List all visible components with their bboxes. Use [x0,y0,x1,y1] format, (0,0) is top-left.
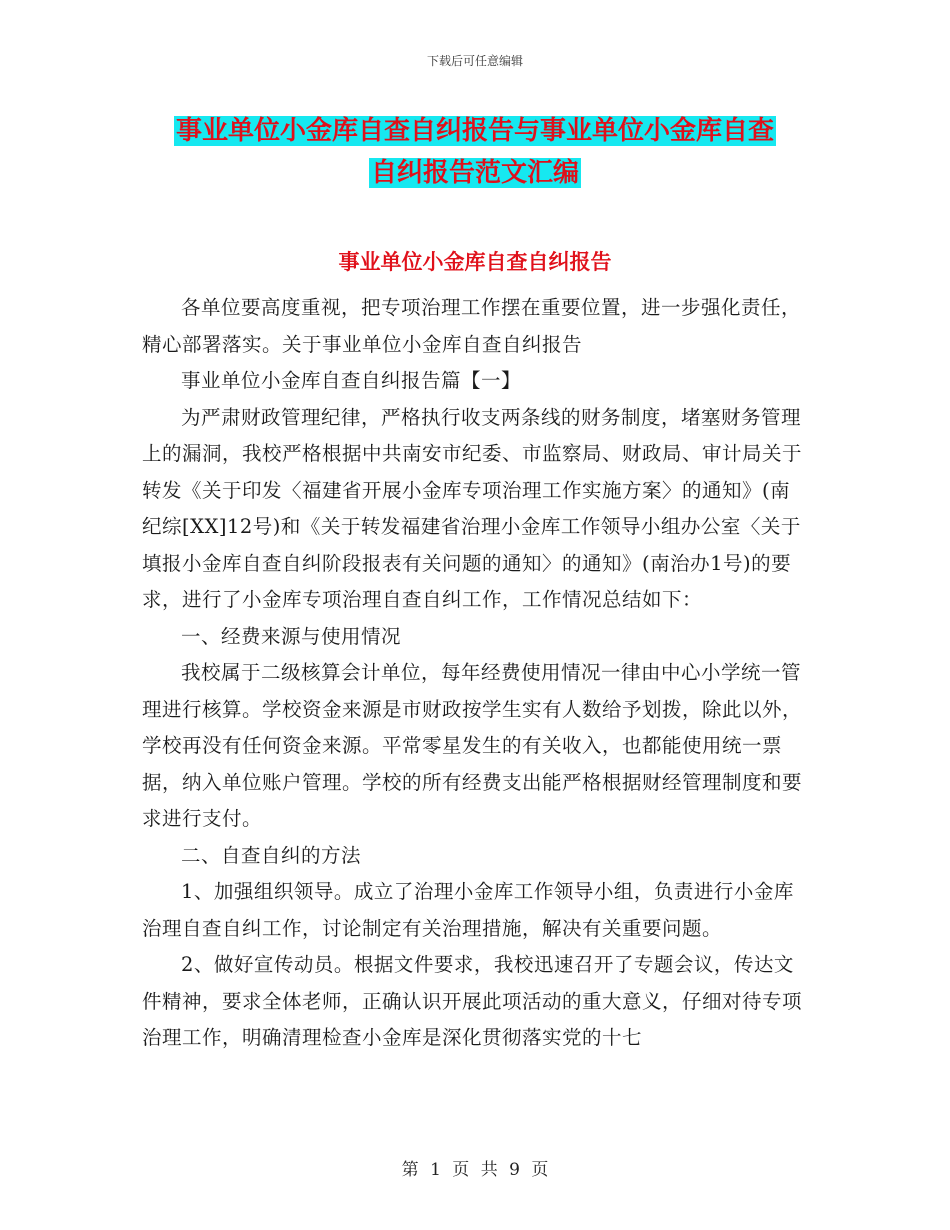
paragraph: 二、自查自纠的方法 [181,843,362,867]
main-title [140,110,810,194]
section-title: 事业单位小金库自查自纠报告 [338,250,612,274]
page-number-footer: 第 1 页 共 9 页 [401,1160,549,1180]
paragraph: 事业单位小金库自查自纠报告篇【一】 [181,369,522,392]
paragraph: 各单位要高度重视，把专项治理工作摆在重要位置，进一步强化责任，精心部署落实。关于事业单位小金库自查自纠报告 [142,296,802,356]
paragraph: 为严肃财政管理纪律，严格执行收支两条线的财务制度，堵塞财务管理上的漏洞，我校严格根据中共南安市纪委、市监察局、财政局、审计局关于转发《关于印发〈福建省开展小金库专项治理工作实施方案〉的通知》(南纪综[XX]12号)和《关于转发福建省治理小金库工作领导小组办公室〈关于填报小金库自查自纠阶段报表有关问题的通知〉的通知》(南治办1号)的要求，进行了小金库专项治理自查自纠工作，工作情况总结如下： [142,405,803,611]
paragraph: 我校属于二级核算会计单位，每年经费使用情况一律由中心小学统一管理进行核算。学校资金来源是市财政按学生实有人数给予划拨，除此以外，学校再没有任何资金来源。平常零星发生的有关收入，也都能使用统一票据，纳入单位账户管理。学校的所有经费支出能严格根据财经管理制度和要求进行支付。 [142,661,803,830]
header-note: 下载后可任意编辑 [426,54,523,68]
body-text [142,290,810,1057]
main-title-line2: 自纠报告范文汇编 [370,158,579,188]
paragraph: 一、经费来源与使用情况 [181,624,402,648]
main-title-line1: 事业单位小金库自查自纠报告与事业单位小金库自查 [175,116,774,146]
paragraph: 1、加强组织领导。成立了治理小金库工作领导小组，负责进行小金库治理自查自纠工作，讨论制定有关治理措施，解决有关重要问题。 [142,880,794,940]
paragraph: 2、做好宣传动员。根据文件要求，我校迅速召开了专题会议，传达文件精神，要求全体老师，正确认识开展此项活动的重大意义，仔细对待专项治理工作，明确清理检查小金库是深化贯彻落实党的十七 [142,953,803,1049]
